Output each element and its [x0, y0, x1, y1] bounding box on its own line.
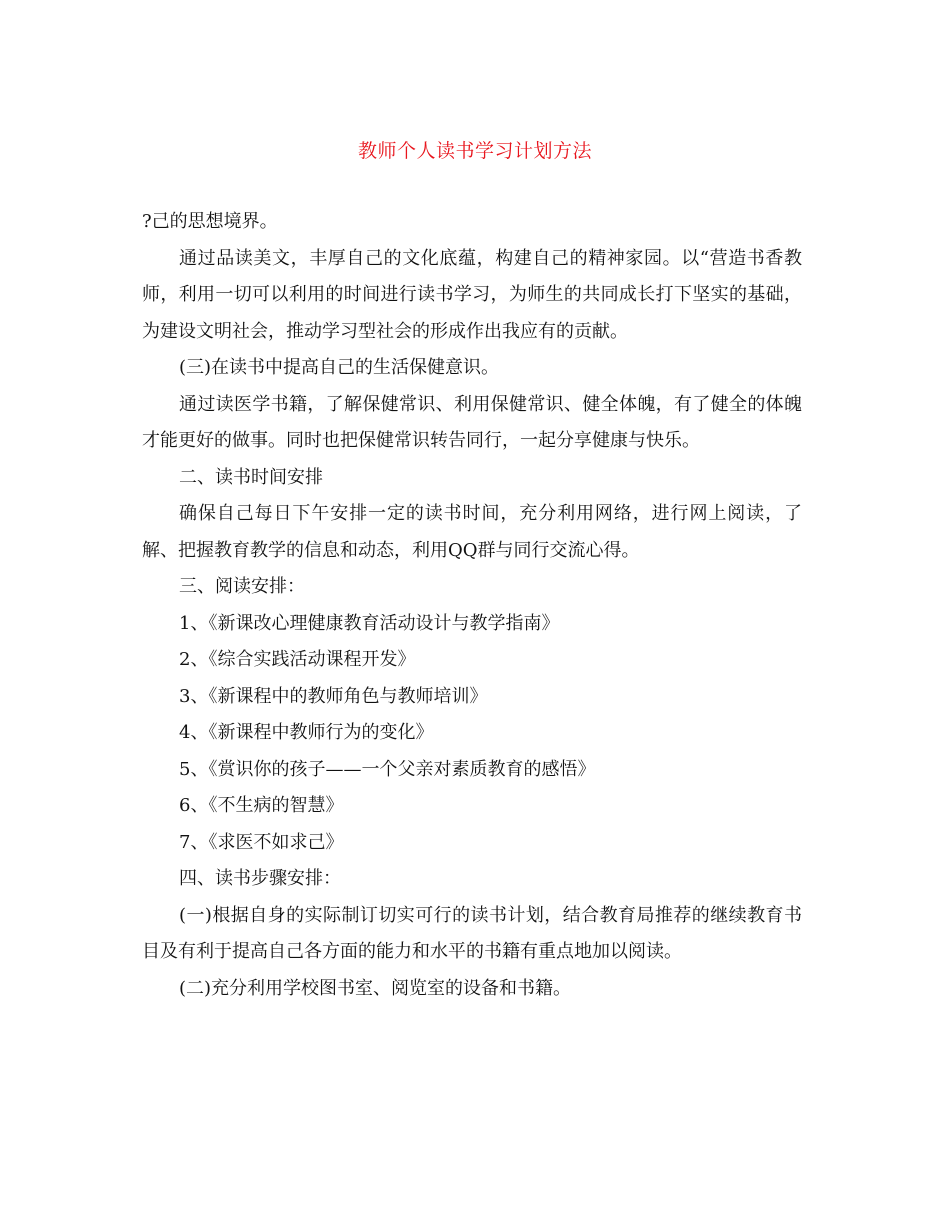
paragraph: (一)根据自身的实际制订切实可行的读书计划，结合教育局推荐的继续教育书目及有利于提高自己各方面的能力和水平的书籍有重点地加以阅读。 [142, 904, 802, 962]
paragraph: 3、《新课程中的教师角色与教师培训》 [179, 685, 488, 707]
paragraph: (三)在读书中提高自己的生活保健意识。 [179, 357, 500, 378]
paragraph: 4、《新课程中教师行为的变化》 [179, 722, 434, 743]
paragraph: 确保自己每日下午安排一定的读书时间，充分利用网络，进行网上阅读，了解、把握教育教学的信息和动态，利用QQ群与同行交流心得。 [142, 503, 802, 561]
paragraph: 5、《赏识你的孩子——一个父亲对素质教育的感悟》 [179, 758, 596, 780]
paragraph: 二、读书时间安排 [179, 466, 323, 488]
document-title: 教师个人读书学习计划方法 [357, 140, 592, 162]
paragraph: 四、读书步骤安排： [179, 868, 341, 889]
paragraph: 通过品读美文，丰厚自己的文化底蕴，构建自己的精神家园。以“营造书香教师，利用一切可以利用的时间进行读书学习，为师生的共同成长打下坚实的基础，为建设文明社会，推动学习型社会的形成作出我应有的贡献。 [142, 247, 802, 342]
paragraph: 三、阅读安排： [179, 576, 305, 597]
paragraph: 通过读医学书籍，了解保健常识、利用保健常识、健全体魄，有了健全的体魄才能更好的做事。同时也把保健常识转告同行，一起分享健康与快乐。 [142, 393, 802, 451]
paragraph: 2、《综合实践活动课程开发》 [179, 649, 416, 670]
document-body [142, 204, 802, 1007]
paragraph: 7、《求医不如求己》 [179, 831, 344, 853]
paragraph: 1、《新课改心理健康教育活动设计与教学指南》 [179, 612, 560, 634]
paragraph: (二)充分利用学校图书室、阅览室的设备和书籍。 [179, 977, 572, 999]
paragraph: 6、《不生病的智慧》 [179, 795, 344, 816]
paragraph: ?己的思想境界。 [142, 211, 278, 232]
